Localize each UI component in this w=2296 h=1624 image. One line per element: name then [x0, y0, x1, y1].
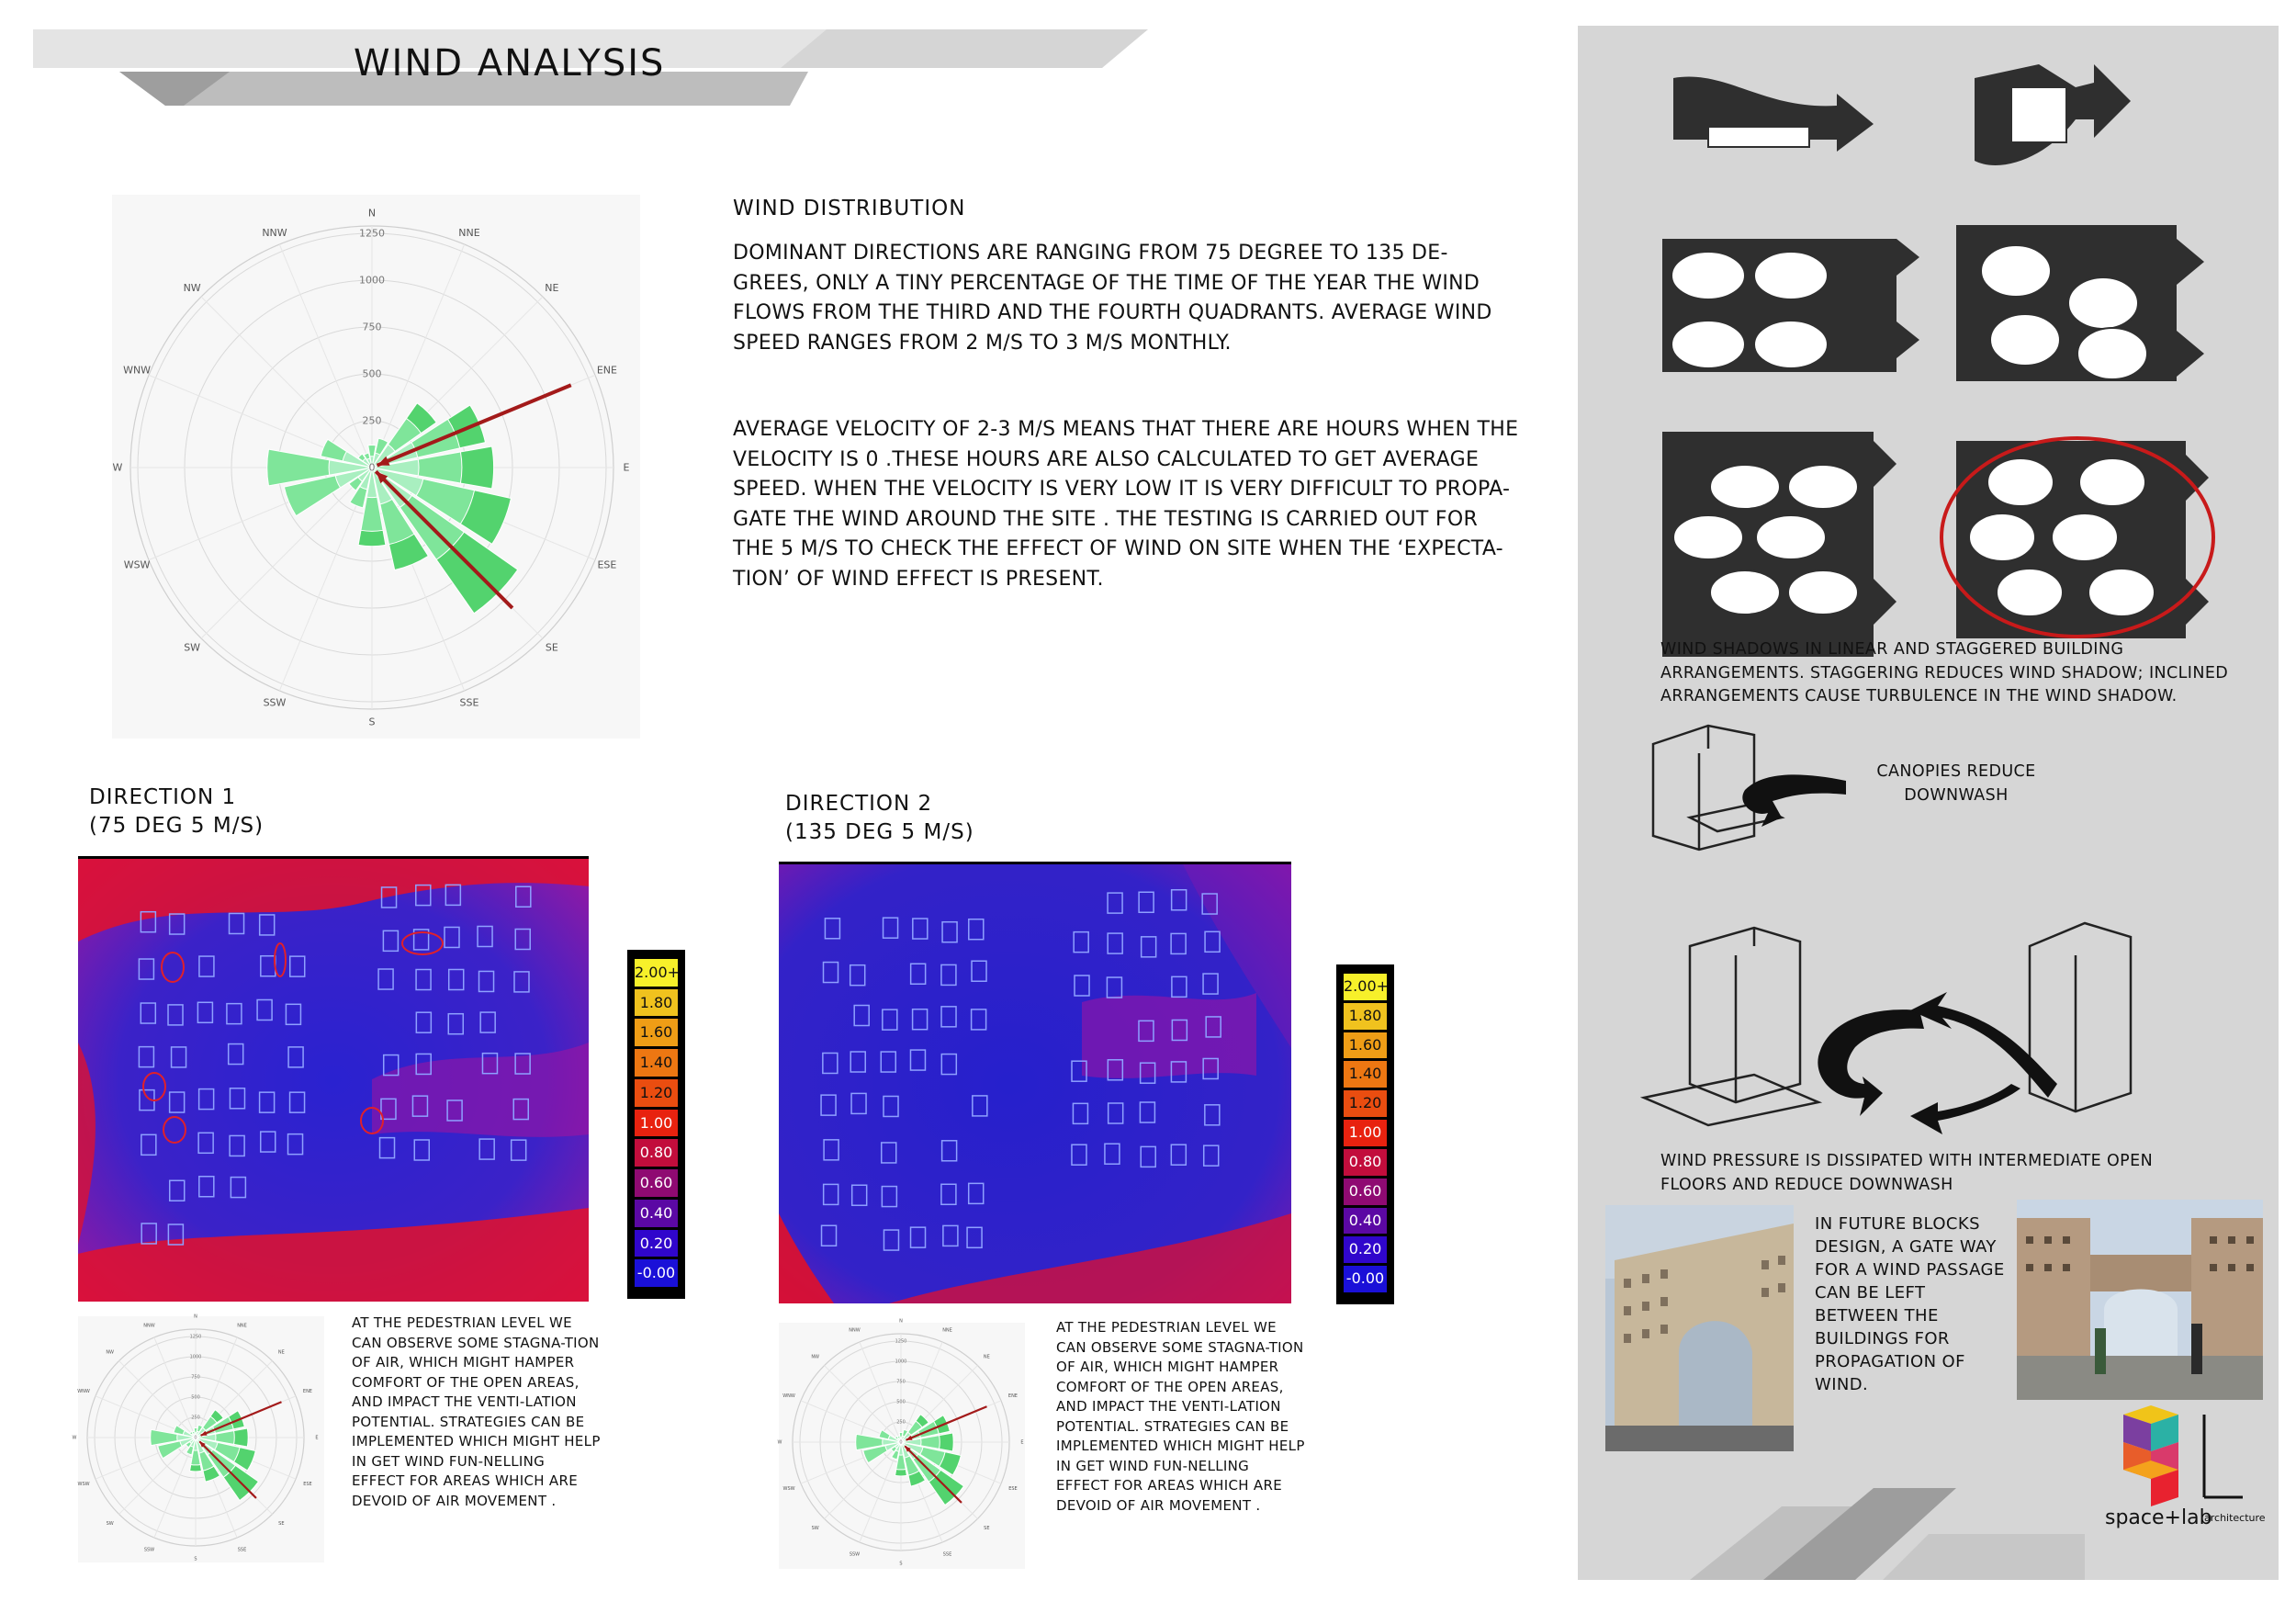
rose-direction-label: SSW	[263, 696, 287, 709]
open-floor-sketches	[1635, 919, 2149, 1144]
heatmap-direction-1	[78, 856, 589, 1299]
logo-mark	[2105, 1405, 2270, 1506]
open-floor-note: WIND PRESSURE IS DISSIPATED WITH INTERMEDIATE OPEN FLOORS AND REDUCE DOWNWASH	[1660, 1152, 2154, 1194]
rose-ring-label: 250	[896, 1419, 906, 1426]
rose-direction-label: SSE	[942, 1551, 952, 1558]
rose-ring-label: 1000	[189, 1354, 202, 1360]
rose-direction-label: WSW	[123, 558, 151, 571]
rose-direction-label: W	[777, 1439, 782, 1446]
rose-ring-label: 1000	[895, 1359, 907, 1365]
rose-direction-label: NE	[983, 1354, 990, 1360]
rose-direction-label: SW	[184, 641, 201, 654]
rose-direction-label: WNW	[123, 364, 152, 377]
rose-direction-label: W	[72, 1435, 77, 1441]
wind-rose-direction-1	[72, 1314, 324, 1562]
logo-subtext: architecture	[2204, 1512, 2266, 1524]
legend-direction-2	[1336, 964, 1394, 1304]
rose-direction-label: NW	[183, 281, 201, 294]
rose-direction-label: S	[368, 716, 376, 728]
legend-cell: 0.80	[635, 1139, 678, 1167]
legend-cell: 0.20	[1344, 1236, 1387, 1263]
rose-direction-label: ENE	[302, 1389, 312, 1395]
rose-direction-label: SW	[106, 1521, 114, 1528]
legend-cell: 1.00	[635, 1110, 678, 1137]
rose-direction-label: ESE	[597, 558, 617, 571]
rose-ring-label: 250	[362, 414, 382, 427]
legend-cell: 1.80	[635, 989, 678, 1017]
legend-cell: 1.00	[1344, 1120, 1387, 1146]
legend-cell: 1.60	[1344, 1032, 1387, 1059]
wind-shadow-note: WIND SHADOWS IN LINEAR AND STAGGERED BUILDING ARRANGEMENTS. STAGGERING REDUCES WIND SHADOW; INCLINED ARRANGEMENTS CAUSE TURBULENCE IN THE WIND SHADOW.	[1660, 640, 2229, 705]
direction-2-subtitle: (135 DEG 5 M/S)	[785, 820, 974, 844]
rose-direction-label: ESE	[1008, 1486, 1018, 1493]
rose-direction-label: N	[899, 1318, 903, 1325]
rose-direction-label: S	[194, 1556, 197, 1562]
rose-spoke	[279, 244, 372, 468]
rose-direction-label: S	[899, 1561, 903, 1567]
rose-ring-label: 1250	[895, 1338, 907, 1345]
legend-cell: 0.20	[635, 1230, 678, 1257]
legend-cell: 1.20	[1344, 1090, 1387, 1117]
rose-direction-label: WSW	[782, 1486, 795, 1493]
rose-ring-label: 250	[191, 1415, 200, 1421]
rose-direction-label: NW	[811, 1354, 820, 1360]
rose-direction-label: NE	[545, 281, 559, 294]
rose-spoke	[201, 297, 372, 468]
canopy-sketch	[1644, 716, 1864, 854]
legend-cell: 2.00+	[1344, 974, 1387, 1000]
wind-rose-chart	[112, 195, 640, 739]
rose-ring-label: 500	[896, 1399, 906, 1405]
rose-direction-label: SSW	[849, 1551, 861, 1558]
future-gateway-note: IN FUTURE BLOCKS DESIGN, A GATE WAY FOR A WIND PASSAGE CAN BE LEFT BETWEEN THE BUILDINGS FOR PROPAGATION OF WIND.	[1815, 1214, 2005, 1394]
heatmap-direction-2	[779, 862, 1291, 1301]
rose-direction-label: WSW	[77, 1482, 90, 1488]
rose-ring-label: 0	[194, 1435, 197, 1441]
rose-direction-label: SE	[278, 1521, 285, 1528]
header-band	[0, 0, 1578, 119]
rose-direction-label: WNW	[782, 1393, 795, 1400]
rose-ring-label: 500	[362, 367, 382, 380]
rose-direction-label: WNW	[77, 1389, 90, 1395]
legend-cell: 0.60	[1344, 1179, 1387, 1205]
rose-direction-label: ESE	[303, 1482, 312, 1488]
wind-distribution-heading: WIND DISTRIBUTION	[733, 197, 966, 220]
logo-text: space+lab	[2105, 1506, 2212, 1529]
legend-cell: 1.40	[635, 1049, 678, 1077]
rose-direction-label: NNE	[942, 1327, 952, 1334]
rose-ring-label: 750	[191, 1374, 200, 1381]
rose-direction-label: SSE	[459, 696, 479, 709]
rose-ring-label: 0	[899, 1439, 903, 1446]
rose-direction-label: N	[367, 207, 377, 220]
rose-ring-label: 750	[362, 321, 382, 333]
legend-cell: 0.40	[635, 1200, 678, 1227]
legend-cell: -0.00	[635, 1259, 678, 1287]
rose-direction-label: E	[315, 1435, 319, 1441]
rose-direction-label: ENE	[596, 364, 617, 377]
rose-ring-label: 0	[368, 461, 376, 474]
direction-2-title: DIRECTION 2	[785, 792, 933, 816]
direction-1-subtitle: (75 DEG 5 M/S)	[89, 814, 264, 838]
rose-direction-label: SSE	[237, 1547, 247, 1553]
legend-cell: 1.80	[1344, 1003, 1387, 1030]
rose-direction-label: N	[194, 1314, 197, 1320]
direction-2-note: AT THE PEDESTRIAN LEVEL WE CAN OBSERVE SOME STAGNA-TION OF AIR, WHICH MIGHT HAMPER COMFORT OF THE OPEN AREAS, AND IMPACT THE VENTI-LATION POTENTIAL. STRATEGIES CAN BE IMPLEMENTED WHICH MIGHT HELP IN GET WIND FUN-NELLING EFFECT FOR AREAS WHICH ARE DEVOID OF AIR MOVEMENT .	[1056, 1319, 1305, 1514]
heatmap-1-field	[78, 859, 589, 1302]
wind-distribution-paragraph-2: AVERAGE VELOCITY OF 2-3 M/S MEANS THAT THERE ARE HOURS WHEN THE VELOCITY IS 0 .THESE HOURS ARE ALSO CALCULATED TO GET AVERAGE SPEED. WHEN THE VELOCITY IS VERY LOW IT IS VERY DIFFICULT TO PROPA-GATE THE WIND AROUND THE SITE . THE TESTING IS CARRIED OUT FOR THE 5 M/S TO CHECK THE EFFECT OF WIND ON SITE WHEN THE ‘EXPECTA-TION’ OF WIND EFFECT IS PRESENT.	[733, 418, 1519, 591]
rose-ring-label: 1250	[189, 1334, 202, 1340]
footer-band	[1653, 1470, 2085, 1580]
rose-direction-label: E	[623, 461, 630, 474]
gateway-building-photo-1	[1605, 1205, 1794, 1451]
heatmap-2-field	[779, 864, 1291, 1303]
rose-ring-label: 1000	[359, 274, 385, 287]
rose-direction-label: NE	[277, 1349, 285, 1356]
rose-direction-label: SW	[811, 1526, 819, 1532]
rose-direction-label: NNW	[849, 1327, 861, 1334]
rose-direction-label: NNW	[262, 226, 287, 239]
legend-cell: 1.40	[1344, 1061, 1387, 1088]
wind-rose-direction-2	[777, 1318, 1025, 1569]
rose-direction-label: SSW	[143, 1547, 155, 1553]
legend-cell: 2.00+	[635, 959, 678, 987]
gateway-building-photo-2	[2017, 1200, 2263, 1400]
legend-cell: 1.20	[635, 1079, 678, 1107]
rose-ring-label: 750	[896, 1379, 906, 1385]
legend-cell: 0.40	[1344, 1208, 1387, 1235]
rose-direction-label: NNE	[458, 226, 480, 239]
rose-direction-label: SE	[545, 641, 558, 654]
wind-distribution-paragraph-1: DOMINANT DIRECTIONS ARE RANGING FROM 75 DEGREE TO 135 DE-GREES, ONLY A TINY PERCENTAGE OF THE TIME OF THE YEAR THE WIND FLOWS FROM THE THIRD AND THE FOURTH QUADRANTS. AVERAGE WIND SPEED RANGES FROM 2 M/S TO 3 M/S MONTHLY.	[733, 242, 1492, 355]
direction-1-note: AT THE PEDESTRIAN LEVEL WE CAN OBSERVE SOME STAGNA-TION OF AIR, WHICH MIGHT HAMPER COMFORT OF THE OPEN AREAS, AND IMPACT THE VENTI-LATION POTENTIAL. STRATEGIES CAN BE IMPLEMENTED WHICH MIGHT HELP IN GET WIND FUN-NELLING EFFECT FOR AREAS WHICH ARE DEVOID OF AIR MOVEMENT .	[352, 1314, 601, 1509]
legend-cell: 0.60	[635, 1169, 678, 1197]
rose-direction-label: NNW	[143, 1323, 155, 1329]
wind-rose-main	[112, 195, 640, 739]
rose-direction-label: E	[1020, 1439, 1024, 1446]
legend-cell: 0.80	[1344, 1149, 1387, 1176]
rose-direction-label: SE	[984, 1526, 990, 1532]
wind-shadow-diagrams	[1653, 37, 2223, 625]
rose-ring-label: 1250	[359, 227, 385, 240]
page-title: WIND ANALYSIS	[354, 42, 666, 85]
rose-direction-label: NNE	[237, 1323, 247, 1329]
wind-rose-small-2	[777, 1318, 1025, 1569]
canopy-note: CANOPIES REDUCE DOWNWASH	[1876, 762, 2036, 805]
legend-direction-1	[627, 950, 685, 1299]
legend-cell: 1.60	[635, 1019, 678, 1046]
logo	[2105, 1405, 2270, 1543]
rose-ring-label: 500	[191, 1394, 200, 1401]
wind-rose-small-1	[72, 1314, 324, 1562]
direction-1-title: DIRECTION 1	[89, 785, 237, 809]
rose-direction-label: ENE	[1007, 1393, 1018, 1400]
rose-direction-label: NW	[106, 1349, 115, 1356]
legend-cell: -0.00	[1344, 1266, 1387, 1292]
rose-direction-label: W	[112, 461, 123, 474]
